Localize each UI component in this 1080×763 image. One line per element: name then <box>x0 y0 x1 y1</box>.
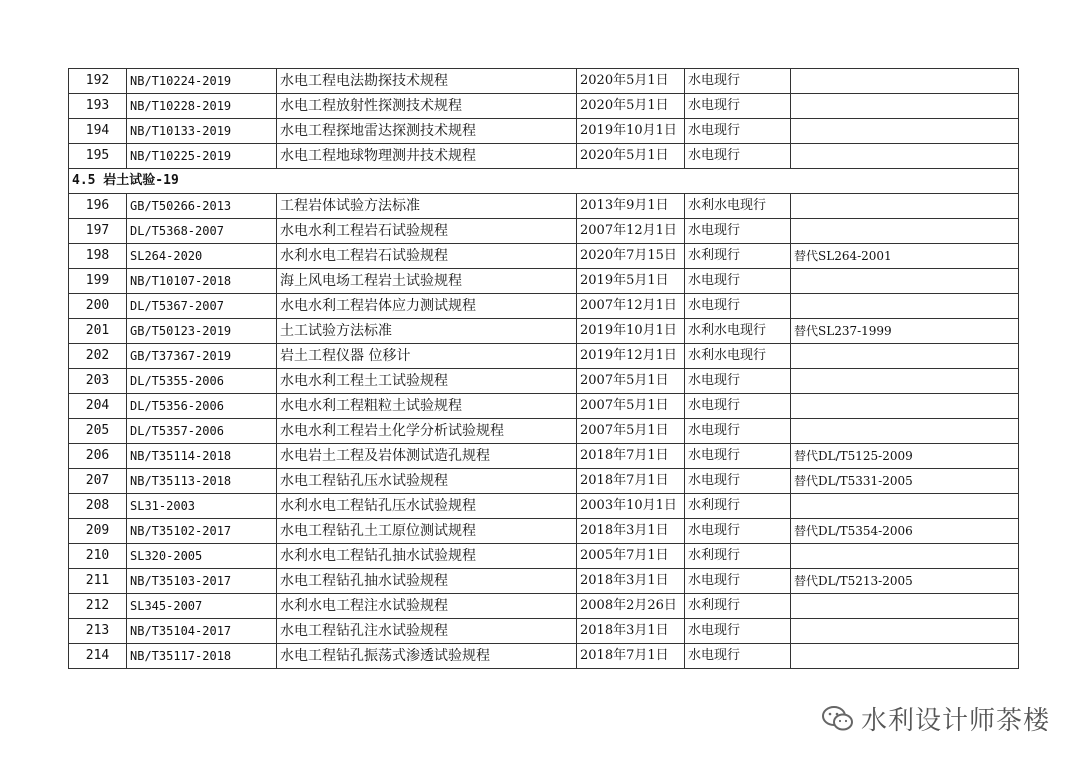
row-number-cell: 214 <box>69 644 127 669</box>
standards-table <box>68 68 1019 669</box>
table-row <box>69 319 1019 344</box>
standard-name-cell: 水电水利工程岩石试验规程 <box>277 219 577 244</box>
standard-code-cell: NB/T10228-2019 <box>127 94 277 119</box>
row-number-cell: 203 <box>69 369 127 394</box>
note-cell <box>791 594 1019 619</box>
row-number-cell: 209 <box>69 519 127 544</box>
effective-date-cell: 2008年2月26日 <box>577 594 685 619</box>
effective-date-cell: 2018年3月1日 <box>577 619 685 644</box>
row-number-cell: 198 <box>69 244 127 269</box>
effective-date-cell: 2007年5月1日 <box>577 369 685 394</box>
effective-date-cell: 2020年5月1日 <box>577 69 685 94</box>
status-cell: 水电现行 <box>685 519 791 544</box>
table-row <box>69 219 1019 244</box>
standard-name-cell: 水电水利工程土工试验规程 <box>277 369 577 394</box>
standard-name-cell: 水电工程电法勘探技术规程 <box>277 69 577 94</box>
note-cell: 替代DL/T5354-2006 <box>791 519 1019 544</box>
standard-name-cell: 水利水电工程岩石试验规程 <box>277 244 577 269</box>
standard-code-cell: NB/T35117-2018 <box>127 644 277 669</box>
standard-code-cell: NB/T10133-2019 <box>127 119 277 144</box>
row-number-cell: 202 <box>69 344 127 369</box>
table-row <box>69 69 1019 94</box>
status-cell: 水电现行 <box>685 394 791 419</box>
effective-date-cell: 2018年7月1日 <box>577 644 685 669</box>
note-cell <box>791 494 1019 519</box>
standard-code-cell: SL345-2007 <box>127 594 277 619</box>
standard-code-cell: DL/T5368-2007 <box>127 219 277 244</box>
standard-name-cell: 岩土工程仪器 位移计 <box>277 344 577 369</box>
standard-code-cell: NB/T35103-2017 <box>127 569 277 594</box>
status-cell: 水利现行 <box>685 544 791 569</box>
status-cell: 水利现行 <box>685 244 791 269</box>
standard-name-cell: 水电水利工程粗粒土试验规程 <box>277 394 577 419</box>
standard-name-cell: 水电工程钻孔压水试验规程 <box>277 469 577 494</box>
note-cell <box>791 269 1019 294</box>
status-cell: 水电现行 <box>685 419 791 444</box>
standard-name-cell: 工程岩体试验方法标准 <box>277 194 577 219</box>
effective-date-cell: 2020年5月1日 <box>577 144 685 169</box>
row-number-cell: 194 <box>69 119 127 144</box>
row-number-cell: 205 <box>69 419 127 444</box>
watermark-text: 水利设计师茶楼 <box>860 706 1050 736</box>
effective-date-cell: 2013年9月1日 <box>577 194 685 219</box>
rows-group-a <box>69 69 1019 169</box>
standard-name-cell: 水电水利工程岩土化学分析试验规程 <box>277 419 577 444</box>
row-number-cell: 196 <box>69 194 127 219</box>
table-row <box>69 644 1019 669</box>
effective-date-cell: 2019年10月1日 <box>577 119 685 144</box>
standard-name-cell: 水电水利工程岩体应力测试规程 <box>277 294 577 319</box>
effective-date-cell: 2019年5月1日 <box>577 269 685 294</box>
table-row <box>69 144 1019 169</box>
standard-name-cell: 海上风电场工程岩土试验规程 <box>277 269 577 294</box>
effective-date-cell: 2005年7月1日 <box>577 544 685 569</box>
note-cell <box>791 644 1019 669</box>
standard-name-cell: 水利水电工程钻孔压水试验规程 <box>277 494 577 519</box>
note-cell: 替代SL264-2001 <box>791 244 1019 269</box>
table-row <box>69 469 1019 494</box>
standard-code-cell: NB/T35102-2017 <box>127 519 277 544</box>
standard-code-cell: DL/T5357-2006 <box>127 419 277 444</box>
standard-code-cell: SL31-2003 <box>127 494 277 519</box>
row-number-cell: 208 <box>69 494 127 519</box>
section-group <box>69 169 1019 194</box>
row-number-cell: 211 <box>69 569 127 594</box>
note-cell <box>791 394 1019 419</box>
note-cell: 替代DL/T5331-2005 <box>791 469 1019 494</box>
note-cell <box>791 219 1019 244</box>
status-cell: 水利现行 <box>685 494 791 519</box>
standard-name-cell: 水电岩土工程及岩体测试造孔规程 <box>277 444 577 469</box>
standard-code-cell: NB/T10224-2019 <box>127 69 277 94</box>
status-cell: 水电现行 <box>685 569 791 594</box>
row-number-cell: 212 <box>69 594 127 619</box>
section-title: 4.5 岩土试验-19 <box>69 169 1019 194</box>
note-cell <box>791 619 1019 644</box>
row-number-cell: 192 <box>69 69 127 94</box>
status-cell: 水电现行 <box>685 269 791 294</box>
note-cell: 替代DL/T5125-2009 <box>791 444 1019 469</box>
status-cell: 水电现行 <box>685 69 791 94</box>
standard-code-cell: NB/T35113-2018 <box>127 469 277 494</box>
standard-code-cell: DL/T5356-2006 <box>127 394 277 419</box>
status-cell: 水电现行 <box>685 144 791 169</box>
note-cell <box>791 119 1019 144</box>
note-cell <box>791 344 1019 369</box>
note-cell <box>791 544 1019 569</box>
effective-date-cell: 2007年12月1日 <box>577 219 685 244</box>
standard-code-cell: DL/T5367-2007 <box>127 294 277 319</box>
effective-date-cell: 2020年7月15日 <box>577 244 685 269</box>
watermark <box>821 700 1050 737</box>
status-cell: 水电现行 <box>685 369 791 394</box>
status-cell: 水利水电现行 <box>685 194 791 219</box>
note-cell: 替代DL/T5213-2005 <box>791 569 1019 594</box>
row-number-cell: 213 <box>69 619 127 644</box>
standard-code-cell: NB/T10225-2019 <box>127 144 277 169</box>
effective-date-cell: 2019年10月1日 <box>577 319 685 344</box>
status-cell: 水利水电现行 <box>685 319 791 344</box>
status-cell: 水电现行 <box>685 469 791 494</box>
table-row <box>69 569 1019 594</box>
section-header-row <box>69 169 1019 194</box>
standard-code-cell: SL264-2020 <box>127 244 277 269</box>
standard-name-cell: 水电工程钻孔注水试验规程 <box>277 619 577 644</box>
row-number-cell: 199 <box>69 269 127 294</box>
standard-code-cell: SL320-2005 <box>127 544 277 569</box>
table-row <box>69 494 1019 519</box>
effective-date-cell: 2018年3月1日 <box>577 519 685 544</box>
row-number-cell: 210 <box>69 544 127 569</box>
status-cell: 水电现行 <box>685 294 791 319</box>
note-cell <box>791 294 1019 319</box>
table-row <box>69 544 1019 569</box>
wechat-icon <box>821 705 855 733</box>
table-row <box>69 594 1019 619</box>
row-number-cell: 207 <box>69 469 127 494</box>
table-row <box>69 344 1019 369</box>
row-number-cell: 201 <box>69 319 127 344</box>
standard-code-cell: GB/T37367-2019 <box>127 344 277 369</box>
standard-name-cell: 水电工程放射性探测技术规程 <box>277 94 577 119</box>
table-row <box>69 394 1019 419</box>
standard-code-cell: GB/T50123-2019 <box>127 319 277 344</box>
status-cell: 水电现行 <box>685 219 791 244</box>
standard-code-cell: NB/T35114-2018 <box>127 444 277 469</box>
effective-date-cell: 2007年12月1日 <box>577 294 685 319</box>
table-row <box>69 269 1019 294</box>
note-cell <box>791 94 1019 119</box>
status-cell: 水利现行 <box>685 594 791 619</box>
status-cell: 水电现行 <box>685 644 791 669</box>
note-cell: 替代SL237-1999 <box>791 319 1019 344</box>
standard-name-cell: 水电工程钻孔振荡式渗透试验规程 <box>277 644 577 669</box>
row-number-cell: 193 <box>69 94 127 119</box>
effective-date-cell: 2007年5月1日 <box>577 394 685 419</box>
table-row <box>69 94 1019 119</box>
note-cell <box>791 69 1019 94</box>
row-number-cell: 206 <box>69 444 127 469</box>
note-cell <box>791 144 1019 169</box>
standard-code-cell: DL/T5355-2006 <box>127 369 277 394</box>
row-number-cell: 204 <box>69 394 127 419</box>
effective-date-cell: 2018年7月1日 <box>577 444 685 469</box>
standard-name-cell: 土工试验方法标准 <box>277 319 577 344</box>
row-number-cell: 197 <box>69 219 127 244</box>
table-row <box>69 119 1019 144</box>
effective-date-cell: 2003年10月1日 <box>577 494 685 519</box>
effective-date-cell: 2020年5月1日 <box>577 94 685 119</box>
table-row <box>69 294 1019 319</box>
row-number-cell: 200 <box>69 294 127 319</box>
status-cell: 水电现行 <box>685 619 791 644</box>
row-number-cell: 195 <box>69 144 127 169</box>
table-row <box>69 519 1019 544</box>
effective-date-cell: 2018年7月1日 <box>577 469 685 494</box>
standard-code-cell: NB/T10107-2018 <box>127 269 277 294</box>
standard-code-cell: GB/T50266-2013 <box>127 194 277 219</box>
standard-name-cell: 水电工程钻孔抽水试验规程 <box>277 569 577 594</box>
status-cell: 水电现行 <box>685 94 791 119</box>
effective-date-cell: 2007年5月1日 <box>577 419 685 444</box>
status-cell: 水电现行 <box>685 119 791 144</box>
effective-date-cell: 2019年12月1日 <box>577 344 685 369</box>
table-row <box>69 244 1019 269</box>
note-cell <box>791 194 1019 219</box>
standard-name-cell: 水利水电工程注水试验规程 <box>277 594 577 619</box>
status-cell: 水电现行 <box>685 444 791 469</box>
standard-code-cell: NB/T35104-2017 <box>127 619 277 644</box>
table-row <box>69 619 1019 644</box>
standards-table-page <box>68 68 1018 669</box>
table-row <box>69 369 1019 394</box>
standard-name-cell: 水电工程探地雷达探测技术规程 <box>277 119 577 144</box>
table-row <box>69 419 1019 444</box>
note-cell <box>791 369 1019 394</box>
standard-name-cell: 水电工程钻孔土工原位测试规程 <box>277 519 577 544</box>
note-cell <box>791 419 1019 444</box>
status-cell: 水利水电现行 <box>685 344 791 369</box>
table-row <box>69 194 1019 219</box>
effective-date-cell: 2018年3月1日 <box>577 569 685 594</box>
table-row <box>69 444 1019 469</box>
standard-name-cell: 水电工程地球物理测井技术规程 <box>277 144 577 169</box>
rows-group-b <box>69 194 1019 669</box>
standard-name-cell: 水利水电工程钻孔抽水试验规程 <box>277 544 577 569</box>
